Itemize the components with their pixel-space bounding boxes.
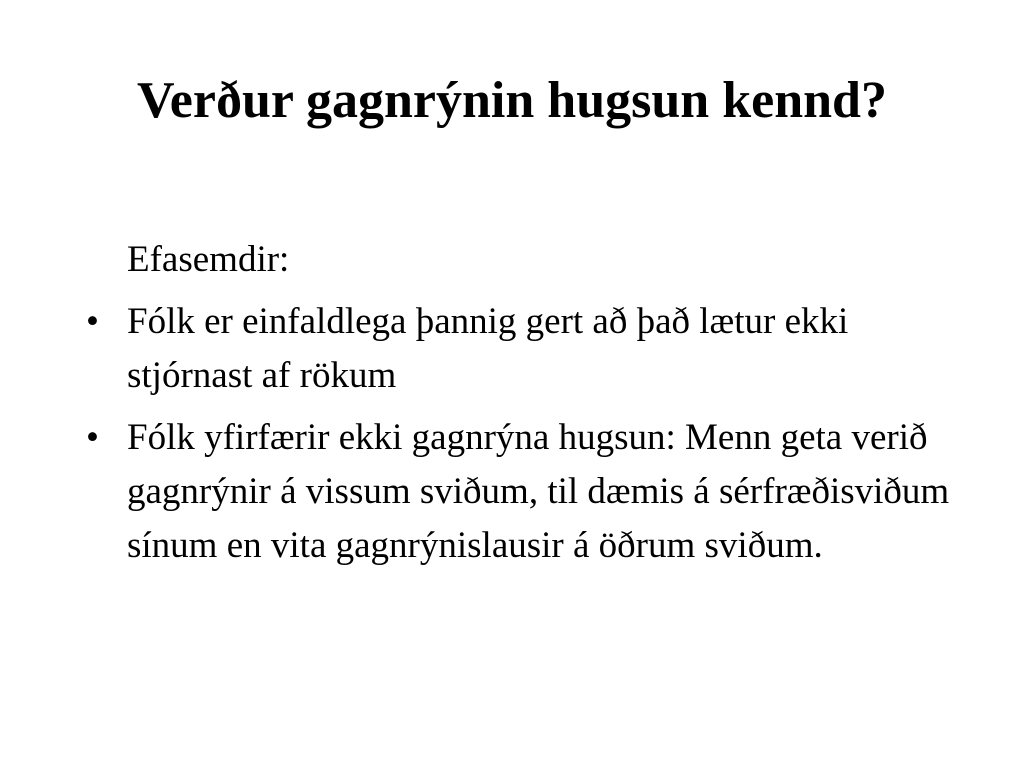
bullet-text: Fólk er einfaldlega þannig gert að það lætur ekki stjórnast af rökum bbox=[127, 301, 849, 396]
slide-title: Verður gagnrýnin hugsun kennd? bbox=[137, 72, 887, 129]
bullet-item bbox=[80, 411, 960, 573]
bullet-item bbox=[80, 295, 960, 403]
bullet-text: Fólk yfirfærir ekki gagnrýna hugsun: Menn geta verið gagnrýnir á vissum sviðum, til dæmis á sérfræðisviðum sínum en vita gagnrýnislausir á öðrum sviðum. bbox=[127, 417, 950, 566]
intro-text: Efasemdir: bbox=[127, 239, 290, 280]
bullet-icon: • bbox=[86, 301, 99, 342]
slide-body bbox=[80, 233, 960, 581]
bullet-icon: • bbox=[86, 417, 99, 458]
